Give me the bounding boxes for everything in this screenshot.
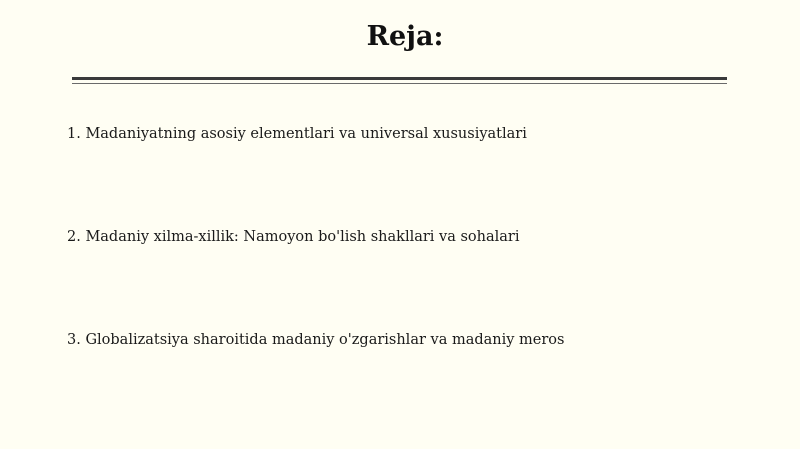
title-divider-thick	[72, 77, 727, 80]
plan-item-1: 1. Madaniyatning asosiy elementlari va universal xususiyatlari	[67, 126, 527, 142]
plan-item-3: 3. Globalizatsiya sharoitida madaniy o'zgarishlar va madaniy meros	[67, 332, 565, 348]
title-divider-thin	[72, 83, 727, 84]
plan-item-2: 2. Madaniy xilma-xillik: Namoyon bo'lish shakllari va sohalari	[67, 229, 520, 245]
slide-title: Reja:	[366, 21, 444, 52]
